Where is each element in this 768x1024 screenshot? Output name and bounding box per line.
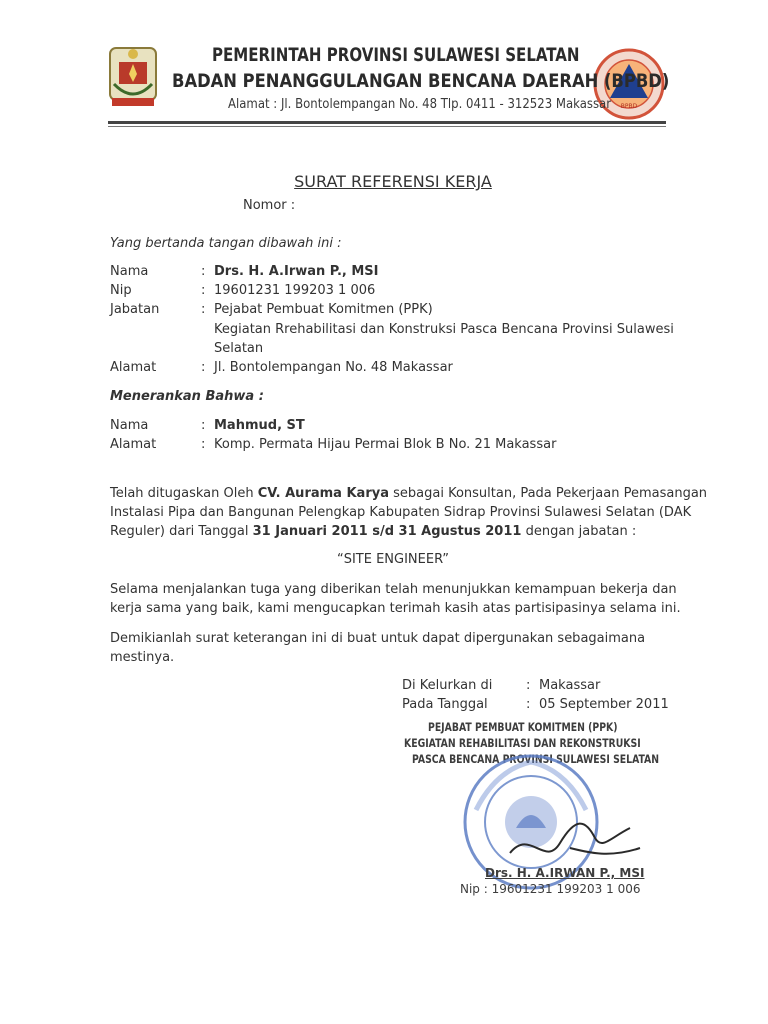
colon: : bbox=[201, 437, 206, 452]
letterhead-government: PEMERINTAH PROVINSI SULAWESI SELATAN bbox=[212, 44, 580, 66]
subject-nama-value: Mahmud, ST bbox=[214, 418, 305, 433]
body-paragraph-1-line-1: Telah ditugaskan Oleh CV. Aurama Karya sebagai Konsultan, Pada Pekerjaan Pemasangan bbox=[110, 486, 708, 501]
letterhead-address: Alamat : Jl. Bontolempangan No. 48 Tlp. 0411 - 312523 Makassar bbox=[228, 97, 612, 112]
provincial-emblem-logo bbox=[104, 44, 162, 110]
date-value: 05 September 2011 bbox=[539, 697, 669, 712]
signature-block bbox=[400, 716, 690, 901]
intro-text: Yang bertanda tangan dibawah ini : bbox=[110, 236, 342, 251]
bpbd-logo-center-text: BPBD bbox=[620, 103, 638, 110]
signer-nama-value: Drs. H. A.Irwan P., MSI bbox=[214, 264, 379, 279]
body-paragraph-3-line-2: mestinya. bbox=[110, 650, 175, 665]
signer-jabatan-value-1: Pejabat Pembuat Komitmen (PPK) bbox=[214, 302, 433, 317]
body-paragraph-1-line-3: Reguler) dari Tanggal 31 Januari 2011 s/d 31 Agustus 2011 dengan jabatan : bbox=[110, 524, 637, 539]
signer-nip-label: Nip bbox=[110, 283, 132, 298]
company-name: CV. Aurama Karya bbox=[257, 486, 389, 501]
signer-alamat-value: Jl. Bontolempangan No. 48 Makassar bbox=[214, 360, 453, 375]
issued-label: Di Kelurkan di bbox=[402, 678, 493, 693]
signer-nama-label: Nama bbox=[110, 264, 149, 279]
colon: : bbox=[201, 418, 206, 433]
subject-alamat-label: Alamat bbox=[110, 437, 157, 452]
letterhead-rule-thick bbox=[108, 121, 666, 124]
signer-alamat-label: Alamat bbox=[110, 360, 157, 375]
signature-heading-1: PEJABAT PEMBUAT KOMITMEN (PPK) bbox=[428, 720, 618, 734]
letterhead-rule-thin bbox=[108, 126, 666, 127]
colon: : bbox=[201, 302, 206, 317]
position-title: “SITE ENGINEER” bbox=[336, 552, 450, 567]
issued-value: Makassar bbox=[539, 678, 601, 693]
colon: : bbox=[526, 678, 531, 693]
signatory-nip: Nip : 19601231 199203 1 006 bbox=[460, 882, 641, 896]
period-dates: 31 Januari 2011 s/d 31 Agustus 2011 bbox=[252, 524, 522, 539]
date-label: Pada Tanggal bbox=[402, 697, 488, 712]
body-paragraph-2-line-1: Selama menjalankan tuga yang diberikan telah menunjukkan kemampuan bekerja dan bbox=[110, 582, 677, 597]
signer-nip-value: 19601231 199203 1 006 bbox=[214, 283, 376, 298]
signature-heading-2: KEGIATAN REHABILITASI DAN REKONSTRUKSI bbox=[404, 736, 641, 750]
body-paragraph-3-line-1: Demikianlah surat keterangan ini di buat untuk dapat dipergunakan sebagaimana bbox=[110, 631, 646, 646]
subject-alamat-value: Komp. Permata Hijau Permai Blok B No. 21 Makassar bbox=[214, 437, 557, 452]
colon: : bbox=[201, 283, 206, 298]
subject-nama-label: Nama bbox=[110, 418, 149, 433]
colon: : bbox=[526, 697, 531, 712]
signatory-name: Drs. H. A.IRWAN P., MSI bbox=[485, 866, 645, 880]
body-paragraph-1-line-2: Instalasi Pipa dan Bangunan Pelengkap Kabupaten Sidrap Provinsi Sulawesi Selatan (DAK bbox=[110, 505, 692, 520]
body-paragraph-2-line-2: kerja sama yang baik, kami mengucapkan terimah kasih atas partisipasinya selama ini. bbox=[110, 601, 681, 616]
menerangkan-heading: Menerankan Bahwa : bbox=[110, 389, 264, 404]
colon: : bbox=[201, 360, 206, 375]
letterhead-agency: BADAN PENANGGULANGAN BENCANA DAERAH (BPBD) bbox=[172, 70, 670, 92]
signer-jabatan-value-3: Selatan bbox=[214, 341, 264, 356]
nomor-label: Nomor : bbox=[243, 198, 296, 213]
document-title: SURAT REFERENSI KERJA bbox=[294, 172, 492, 191]
signature-heading-3: PASCA BENCANA PROVINSI SULAWESI SELATAN bbox=[412, 752, 660, 766]
signer-jabatan-label: Jabatan bbox=[110, 302, 160, 317]
signer-jabatan-value-2: Kegiatan Rrehabilitasi dan Konstruksi Pasca Bencana Provinsi Sulawesi bbox=[214, 322, 674, 337]
colon: : bbox=[201, 264, 206, 279]
